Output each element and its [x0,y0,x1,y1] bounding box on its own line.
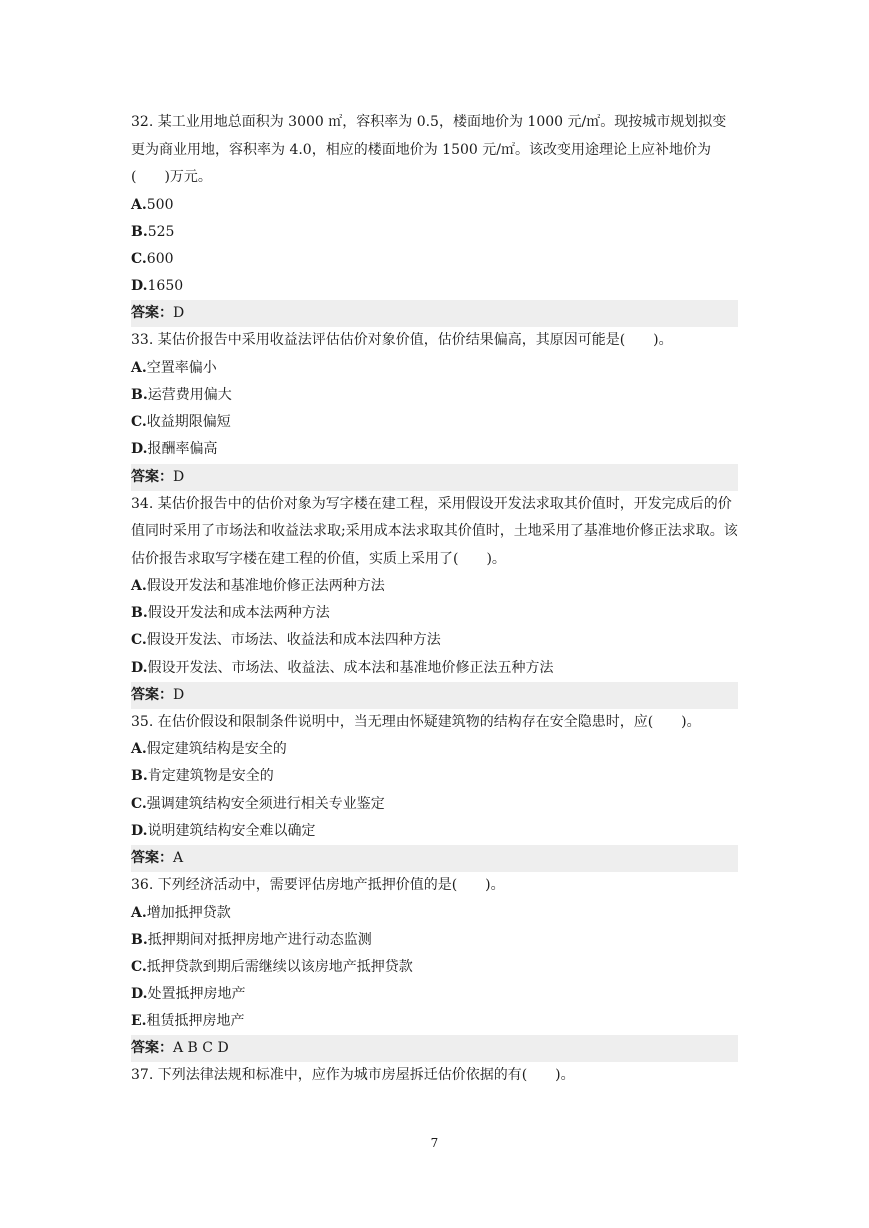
answer-value: A [173,850,184,866]
option-letter: A. [131,196,147,213]
option-text: 1650 [147,278,184,295]
option-c [131,409,738,436]
option-text: 强调建筑结构安全须进行相关专业鉴定 [146,795,385,812]
option-text: 肯定建筑物是安全的 [147,768,274,785]
option-text: 报酬率偏高 [147,441,218,458]
option-letter: C. [131,250,147,267]
option-text: 600 [146,250,174,267]
option-d [131,655,738,682]
option-letter: B. [131,223,148,240]
answer-label: 答案： [131,686,173,703]
option-d [131,981,738,1008]
answer-row [131,300,738,327]
answer-value: D [173,305,185,322]
option-text: 处置抵押房地产 [147,986,246,1003]
question-text: 34. 某估价报告中的估价对象为写字楼在建工程，采用假设开发法求取其价值时，开发完成后的价值同时采用了市场法和收益法求取;采用成本法求取其价值时，土地采用了基准地价修正法求取。该估价报告求取写字楼在建工程的价值，实质上采用了( )。 [131,495,738,567]
answer-label: 答案： [131,305,173,322]
answer-row [131,464,738,491]
option-text: 运营费用偏大 [147,386,232,403]
option-letter: B. [131,768,148,785]
option-letter: D. [131,278,148,295]
option-letter: C. [131,414,147,431]
option-text: 假设开发法、市场法、收益法和成本法四种方法 [146,632,441,649]
answer-row [131,1035,738,1062]
option-text: 说明建筑结构安全难以确定 [147,822,316,839]
option-a [131,573,738,600]
option-letter: E. [131,1013,147,1030]
option-a [131,355,738,382]
option-b [131,219,738,246]
option-letter: B. [131,386,148,403]
option-c [131,627,738,654]
option-letter: D. [131,986,148,1003]
option-text: 租赁抵押房地产 [146,1013,245,1030]
answer-label: 答案： [131,1040,173,1057]
option-e [131,1008,738,1035]
option-letter: C. [131,958,147,975]
option-b [131,763,738,790]
option-d [131,818,738,845]
option-letter: A. [131,359,147,376]
question-33 [131,327,738,490]
option-letter: B. [131,605,148,622]
option-text: 增加抵押贷款 [146,904,231,921]
answer-value: D [173,686,185,703]
option-text: 假设开发法和成本法两种方法 [147,605,330,622]
answer-row [131,682,738,709]
option-letter: A. [131,578,147,594]
option-letter: C. [131,795,147,812]
answer-label: 答案： [131,468,173,485]
option-a [131,900,738,927]
question-36 [131,872,738,1062]
option-letter: D. [131,659,148,676]
option-text: 假定建筑结构是安全的 [146,741,287,758]
option-letter: D. [131,822,148,839]
question-32 [131,109,738,327]
option-b [131,600,738,627]
option-text: 抵押期间对抵押房地产进行动态监测 [147,931,372,948]
question-37 [131,1062,738,1090]
question-35 [131,709,738,872]
option-text: 抵押贷款到期后需继续以该房地产抵押贷款 [146,958,413,975]
option-d [131,273,738,300]
option-text: 空置率偏小 [146,359,217,376]
option-b [131,382,738,409]
option-text: 收益期限偏短 [146,414,231,431]
option-letter: B. [131,931,148,948]
answer-row [131,845,738,872]
option-c [131,791,738,818]
question-text: 33. 某估价报告中采用收益法评估估价对象价值，估价结果偏高，其原因可能是( )。 [131,332,673,349]
question-list [131,109,738,1090]
question-34 [131,491,738,709]
option-text: 假设开发法和基准地价修正法两种方法 [146,578,385,594]
option-c [131,954,738,981]
question-text: 37. 下列法律法规和标准中，应作为城市房屋拆迁估价依据的有( )。 [131,1067,575,1084]
answer-value: A B C D [173,1040,229,1057]
question-text: 35. 在估价假设和限制条件说明中，当无理由怀疑建筑物的结构存在安全隐患时，应( )。 [131,713,701,730]
option-c [131,246,738,273]
option-a [131,192,738,219]
answer-label: 答案： [131,850,173,866]
option-letter: C. [131,632,147,649]
option-letter: A. [131,904,147,921]
question-text: 32. 某工业用地总面积为 3000 ㎡，容积率为 0.5，楼面地价为 1000 元/㎡。现按城市规划拟变更为商业用地，容积率为 4.0，相应的楼面地价为 1500 元/㎡。该改变用途理论上应补地价为( )万元。 [131,114,727,185]
option-b [131,927,738,954]
option-a [131,736,738,763]
answer-value: D [173,468,185,485]
option-text: 假设开发法、市场法、收益法、成本法和基准地价修正法五种方法 [147,659,554,676]
question-text: 36. 下列经济活动中，需要评估房地产抵押价值的是( )。 [131,877,505,893]
option-letter: D. [131,441,148,458]
option-text: 525 [147,223,175,240]
page-number: 7 [430,1136,439,1150]
option-letter: A. [131,741,147,758]
option-d [131,436,738,463]
option-text: 500 [146,196,174,213]
